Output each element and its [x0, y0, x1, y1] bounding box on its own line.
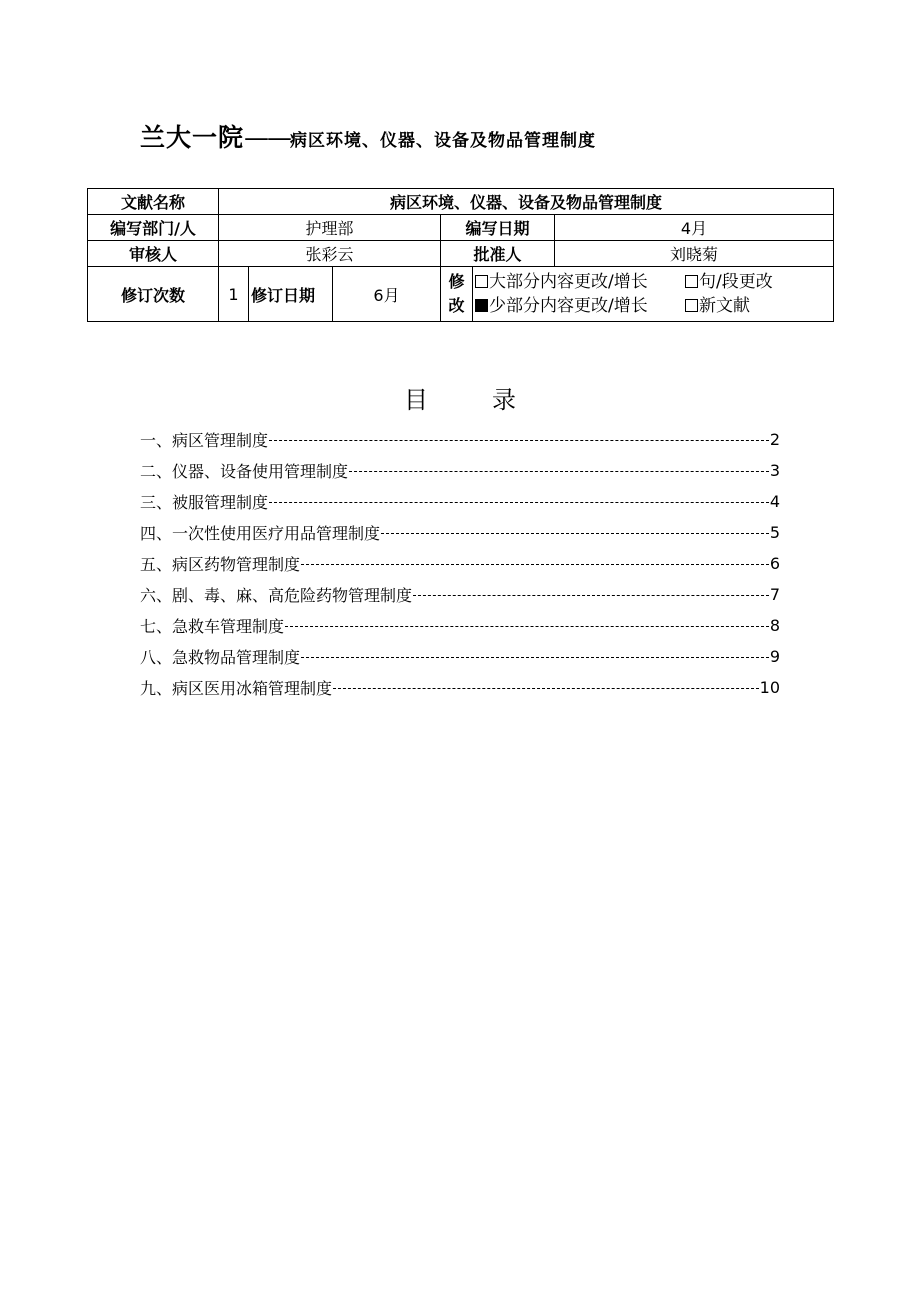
approver-value: 刘晓菊 [555, 241, 834, 267]
table-of-contents [140, 424, 780, 703]
change-label-line1: 修 [448, 272, 465, 291]
toc-item[interactable]: 五、病区药物管理制度 6 [140, 554, 780, 574]
reviewer-value: 张彩云 [219, 241, 441, 267]
option-sentence-change[interactable]: 句/段更改 [685, 270, 773, 294]
revision-date-value: 6月 [333, 267, 441, 322]
revision-date-label: 修订日期 [249, 267, 333, 322]
dot-leader [349, 471, 769, 472]
toc-heading-char2: 录 [492, 386, 516, 414]
option-minor-change[interactable]: 少部分内容更改/增长 [475, 294, 685, 318]
dot-leader [285, 626, 769, 627]
dot-leader [269, 440, 769, 441]
option-new-document[interactable]: 新文献 [685, 294, 750, 318]
document-info-table [87, 188, 834, 322]
dot-leader [301, 564, 769, 565]
dot-leader [381, 533, 769, 534]
checkbox-sentence-change[interactable] [685, 275, 698, 288]
revision-count-label: 修订次数 [88, 267, 219, 322]
checkbox-new-document[interactable] [685, 299, 698, 312]
toc-item[interactable]: 四、一次性使用医疗用品管理制度 5 [140, 523, 780, 543]
hospital-name: 兰大一院 [140, 123, 245, 152]
checkbox-minor-change[interactable] [475, 299, 488, 312]
toc-item[interactable]: 二、仪器、设备使用管理制度 3 [140, 461, 780, 481]
toc-item[interactable]: 六、剧、毒、麻、高危险药物管理制度 7 [140, 585, 780, 605]
write-date-label: 编写日期 [441, 215, 555, 241]
doc-name-value: 病区环境、仪器、设备及物品管理制度 [219, 189, 834, 215]
toc-item[interactable]: 一、病区管理制度 2 [140, 430, 780, 450]
toc-item[interactable]: 八、急救物品管理制度 9 [140, 647, 780, 667]
toc-item[interactable]: 三、被服管理制度 4 [140, 492, 780, 512]
dot-leader [269, 502, 769, 503]
write-date-value: 4月 [555, 215, 834, 241]
approver-label: 批准人 [441, 241, 555, 267]
dot-leader [333, 688, 759, 689]
toc-item[interactable]: 九、病区医用冰箱管理制度 10 [140, 678, 780, 698]
toc-heading-char1: 目 [404, 386, 428, 414]
change-label-line2: 改 [448, 296, 465, 315]
change-type-label [441, 267, 473, 322]
reviewer-label: 审核人 [88, 241, 219, 267]
title-subject: 病区环境、仪器、设备及物品管理制度 [290, 131, 597, 151]
option-major-change[interactable]: 大部分内容更改/增长 [475, 270, 685, 294]
dept-value: 护理部 [219, 215, 441, 241]
toc-heading [0, 380, 920, 415]
dot-leader [301, 657, 769, 658]
revision-count-value: 1 [219, 267, 249, 322]
toc-item[interactable]: 七、急救车管理制度 8 [140, 616, 780, 636]
doc-name-label: 文献名称 [88, 189, 219, 215]
checkbox-major-change[interactable] [475, 275, 488, 288]
change-type-options [473, 267, 834, 322]
document-title [140, 118, 596, 154]
title-dash: —— [244, 123, 291, 152]
dot-leader [413, 595, 769, 596]
dept-label: 编写部门/人 [88, 215, 219, 241]
